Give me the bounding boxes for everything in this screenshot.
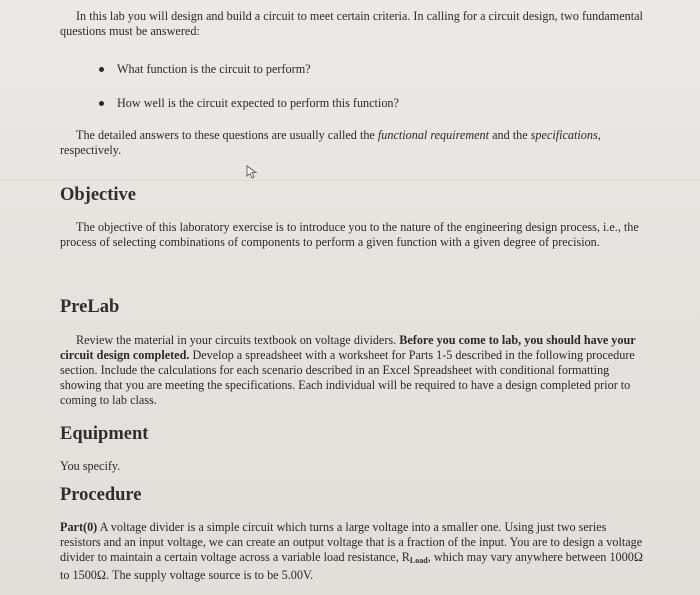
mouse-pointer-icon: [245, 165, 259, 179]
procedure-heading: Procedure: [60, 485, 142, 505]
answers-paragraph: The detailed answers to these questions are usually called the functional requirement and the specifications, respectively.: [60, 128, 601, 157]
procedure-paragraph: Part(0) A voltage divider is a simple circuit which turns a large voltage into a smaller one. Using just two series resistors and an input voltage, we can create an output voltage that is a fraction of the input. You are to design a voltage divider to maintain a certain voltage across a variable load resistance, $R_{Load}$, which may vary anywhere between 1000Ω to 1500Ω. The supply voltage source is to be 5.00V.: [60, 520, 643, 582]
objective-heading: Objective: [60, 185, 137, 205]
page-fold-shadow: [0, 180, 700, 181]
intro-paragraph: In this lab you will design and build a circuit to meet certain criteria. In calling for a circuit design, two fundamental questions must be answered:: [60, 9, 643, 38]
equipment-text: You specify.: [60, 459, 121, 473]
bullet-dot-icon: [99, 101, 104, 106]
equipment-heading: Equipment: [60, 424, 149, 444]
prelab-heading: PreLab: [60, 297, 120, 317]
bullet-text: How well is the circuit expected to perform this function?: [117, 96, 399, 110]
bullet-text: What function is the circuit to perform?: [117, 62, 311, 76]
bullet-dot-icon: [99, 67, 104, 72]
objective-paragraph: The objective of this laboratory exercise is to introduce you to the nature of the engineering design process, i.e., the process of selecting combinations of components to perform a given function with a given degree of precision.: [60, 220, 639, 249]
prelab-paragraph: Review the material in your circuits textbook on voltage dividers. Before you come to lab, you should have your circuit design completed. Develop a spreadsheet with a worksheet for Parts 1-5 described in the following procedure section. Include the calculations for each scenario described in an Excel Spreadsheet with conditional formatting showing that you are meeting the specifications. Each individual will be required to have a design completed prior to coming to lab class.: [60, 333, 636, 407]
